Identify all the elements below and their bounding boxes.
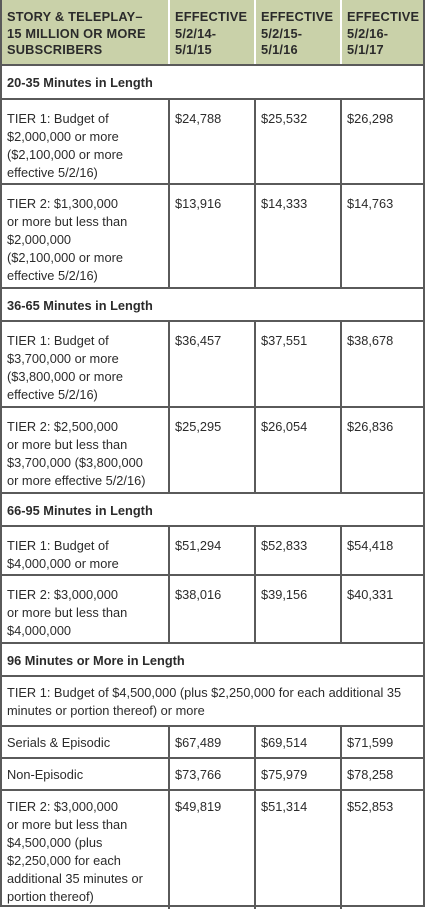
row-value-3: $40,331 bbox=[340, 576, 423, 642]
section-title: 66-95 Minutes in Length bbox=[7, 503, 153, 518]
row-value-3: $14,763 bbox=[340, 185, 423, 287]
row-label: TIER 2: $1,300,000 or more but less than $2,000,000 ($2,100,000 or more effective 5/2/16) bbox=[7, 196, 128, 283]
row-value-2: $25,532 bbox=[254, 100, 340, 183]
table-row-full bbox=[2, 677, 423, 727]
row-value-1: $38,016 bbox=[168, 576, 254, 642]
row-value-1: $24,788 bbox=[168, 100, 254, 183]
header-period-1: EFFECTIVE 5/2/14- 5/1/15 bbox=[168, 0, 254, 64]
row-value-1: $36,457 bbox=[168, 322, 254, 406]
table-row bbox=[2, 759, 423, 791]
row-value-3: $71,599 bbox=[340, 727, 423, 757]
row-value-2: $69,514 bbox=[254, 727, 340, 757]
section-heading bbox=[2, 644, 423, 677]
table-row bbox=[2, 185, 423, 289]
table-header bbox=[2, 0, 423, 66]
section-title: 96 Minutes or More in Length bbox=[7, 653, 185, 668]
row-value-3: $78,258 bbox=[340, 759, 423, 789]
row-value-1: $67,489 bbox=[168, 727, 254, 757]
table-row bbox=[2, 322, 423, 408]
table-row bbox=[2, 727, 423, 759]
row-label: Non-Episodic bbox=[7, 767, 84, 782]
row-value-3: $26,298 bbox=[340, 100, 423, 183]
row-label: TIER 2: $3,000,000 or more but less than $4,000,000 bbox=[7, 587, 128, 638]
row-label: TIER 1: Budget of $4,500,000 (plus $2,250,000 for each additional 35 minutes or portion thereof) or more bbox=[7, 685, 402, 718]
section-heading bbox=[2, 66, 423, 100]
table-row bbox=[2, 791, 423, 909]
row-value-3: $26,836 bbox=[340, 408, 423, 492]
row-value-2: $39,156 bbox=[254, 576, 340, 642]
row-label: TIER 1: Budget of $3,700,000 or more ($3,800,000 or more effective 5/2/16) bbox=[7, 333, 123, 402]
row-value-1: $25,295 bbox=[168, 408, 254, 492]
section-title: 36-65 Minutes in Length bbox=[7, 298, 153, 313]
table-row bbox=[2, 408, 423, 494]
row-label: TIER 1: Budget of $2,000,000 or more ($2,100,000 or more effective 5/2/16) bbox=[7, 111, 123, 180]
row-value-2: $52,833 bbox=[254, 527, 340, 574]
row-value-2: $26,054 bbox=[254, 408, 340, 492]
row-value-3: $38,678 bbox=[340, 322, 423, 406]
row-value-3: $52,853 bbox=[340, 791, 423, 909]
row-value-1: $73,766 bbox=[168, 759, 254, 789]
header-period-3: EFFECTIVE 5/2/16- 5/1/17 bbox=[340, 0, 423, 64]
row-value-1: $49,819 bbox=[168, 791, 254, 909]
row-value-3: $54,418 bbox=[340, 527, 423, 574]
section-heading bbox=[2, 494, 423, 527]
row-label: TIER 1: Budget of $4,000,000 or more bbox=[7, 538, 119, 571]
row-label: TIER 2: $2,500,000 or more but less than $3,700,000 ($3,800,000 or more effective 5/2/16) bbox=[7, 419, 146, 488]
section-heading bbox=[2, 289, 423, 322]
row-value-1: $51,294 bbox=[168, 527, 254, 574]
row-value-1: $13,916 bbox=[168, 185, 254, 287]
header-period-2: EFFECTIVE 5/2/15- 5/1/16 bbox=[254, 0, 340, 64]
section-title: 20-35 Minutes in Length bbox=[7, 75, 153, 90]
row-value-2: $51,314 bbox=[254, 791, 340, 909]
header-category: STORY & TELEPLAY– 15 MILLION OR MORE SUBSCRIBERS bbox=[7, 9, 146, 57]
row-value-2: $14,333 bbox=[254, 185, 340, 287]
table-row bbox=[2, 576, 423, 644]
row-label: Serials & Episodic bbox=[7, 735, 111, 750]
row-value-2: $75,979 bbox=[254, 759, 340, 789]
table-row bbox=[2, 100, 423, 185]
row-value-2: $37,551 bbox=[254, 322, 340, 406]
table-row bbox=[2, 527, 423, 576]
row-label: TIER 2: $3,000,000 or more but less than $4,500,000 (plus $2,250,000 for each additional 35 minutes or portion thereof) bbox=[7, 799, 143, 904]
